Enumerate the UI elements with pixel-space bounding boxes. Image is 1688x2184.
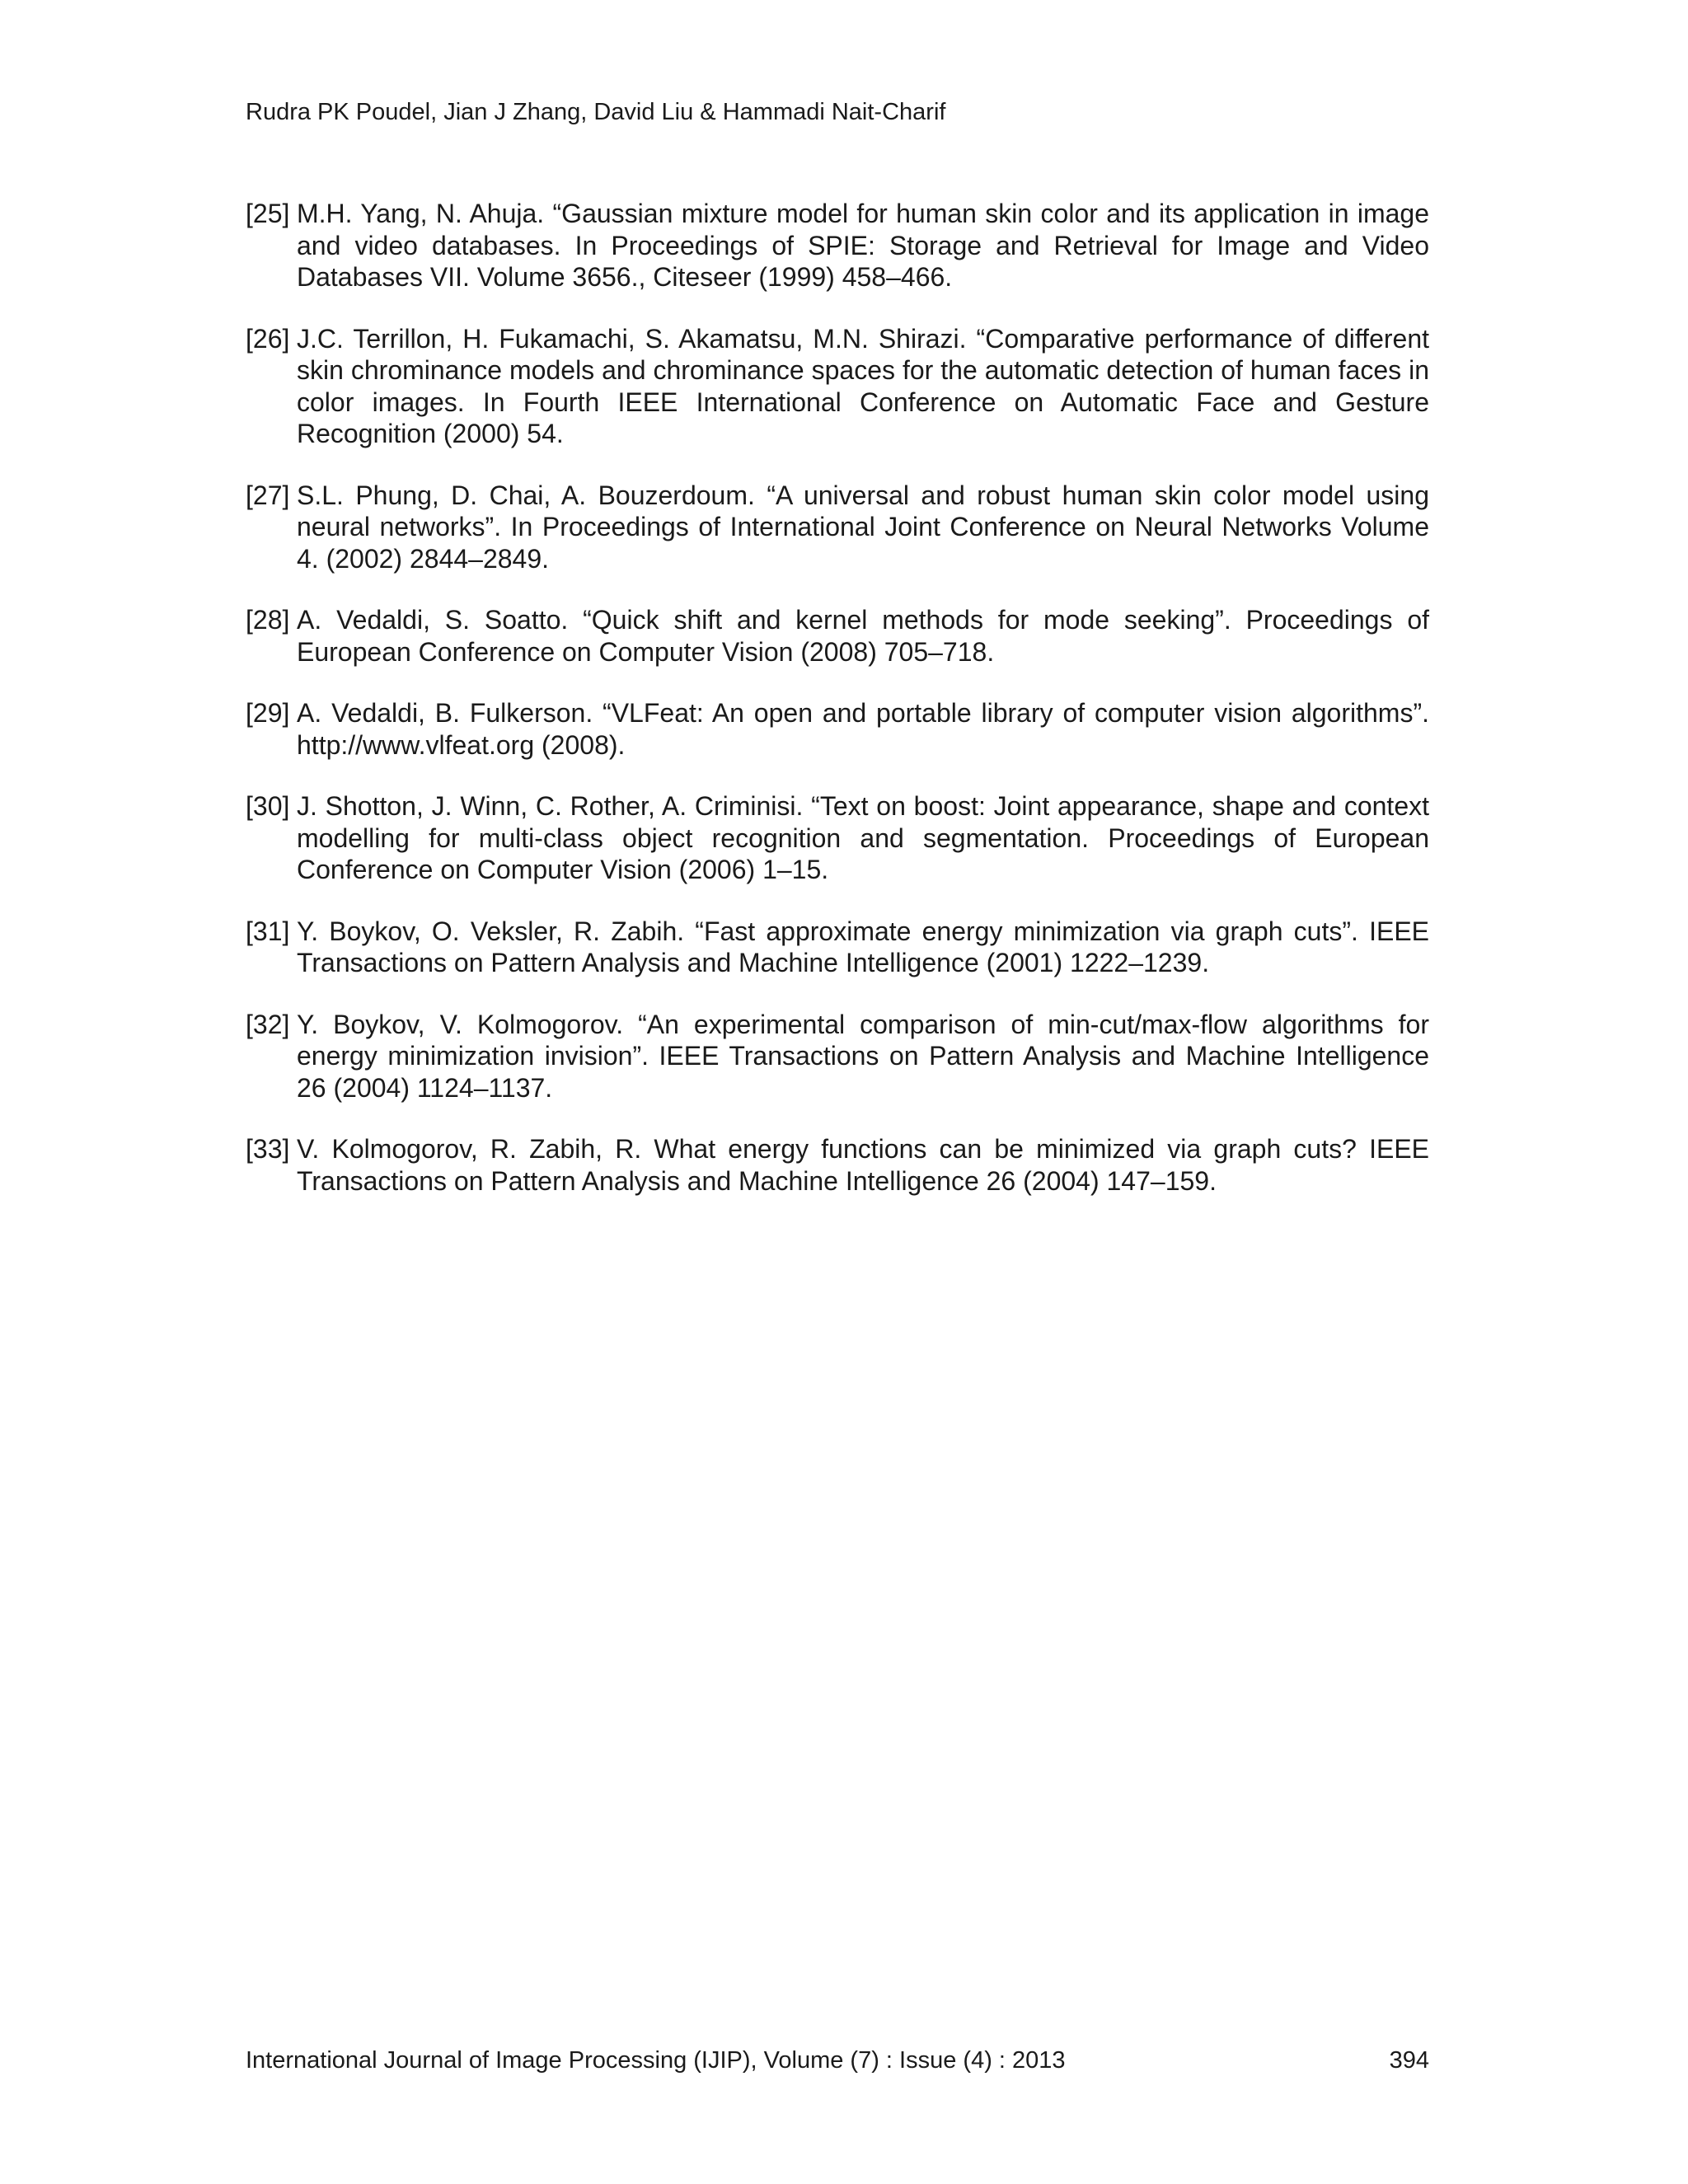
- reference-text: A. Vedaldi, S. Soatto. “Quick shift and kernel methods for mode seeking”. Proceedings of European Conference on Computer Vision (2008) 705–718.: [297, 605, 1429, 667]
- reference-number: [27]: [246, 480, 290, 510]
- running-head-authors: Rudra PK Poudel, Jian J Zhang, David Liu & Hammadi Nait-Charif: [246, 99, 946, 125]
- reference-text: V. Kolmogorov, R. Zabih, R. What energy functions can be minimized via graph cuts? IEEE Transactions on Pattern Analysis and Machine Intelligence 26 (2004) 147–159.: [297, 1134, 1429, 1196]
- reference-text: Y. Boykov, O. Veksler, R. Zabih. “Fast approximate energy minimization via graph cuts”. IEEE Transactions on Pattern Analysis and Machine Intelligence (2001) 1222–1239.: [297, 916, 1429, 977]
- reference-item-30: [246, 790, 1429, 886]
- reference-list: [246, 198, 1429, 1226]
- footer-journal-citation: International Journal of Image Processing (IJIP), Volume (7) : Issue (4) : 2013: [246, 2047, 1066, 2074]
- reference-number: [28]: [246, 605, 290, 635]
- reference-item-27: [246, 480, 1429, 575]
- reference-number: [31]: [246, 916, 290, 946]
- reference-number: [30]: [246, 791, 290, 821]
- reference-text: S.L. Phung, D. Chai, A. Bouzerdoum. “A universal and robust human skin color model using neural networks”. In Proceedings of International Joint Conference on Neural Networks Volume 4. (2002) 2844–2849.: [297, 480, 1429, 574]
- reference-item-28: [246, 604, 1429, 668]
- reference-text: Y. Boykov, V. Kolmogorov. “An experimental comparison of min-cut/max-flow algorithms for energy minimization invision”. IEEE Transactions on Pattern Analysis and Machine Intelligence 26 (2004) 1124–1137.: [297, 1009, 1429, 1103]
- reference-number: [25]: [246, 199, 290, 228]
- reference-text: J.C. Terrillon, H. Fukamachi, S. Akamatsu, M.N. Shirazi. “Comparative performance of different skin chrominance models and chrominance spaces for the automatic detection of human faces in color images. In Fourth IEEE International Conference on Automatic Face and Gesture Recognition (2000) 54.: [297, 323, 1429, 448]
- reference-item-32: [246, 1009, 1429, 1104]
- reference-item-26: [246, 323, 1429, 450]
- reference-number: [33]: [246, 1134, 290, 1164]
- reference-number: [32]: [246, 1009, 290, 1039]
- footer-page-number: 394: [1389, 2047, 1429, 2074]
- reference-text: M.H. Yang, N. Ahuja. “Gaussian mixture model for human skin color and its application in image and video databases. In Proceedings of SPIE: Storage and Retrieval for Image and Video Databases VII. Volume 3656., Citeseer (1999) 458–466.: [297, 199, 1429, 292]
- reference-item-33: [246, 1133, 1429, 1197]
- reference-text: J. Shotton, J. Winn, C. Rother, A. Criminisi. “Text on boost: Joint appearance, shape and context modelling for multi-class object recognition and segmentation. Proceedings of European Conference on Computer Vision (2006) 1–15.: [297, 791, 1429, 884]
- reference-text: A. Vedaldi, B. Fulkerson. “VLFeat: An open and portable library of computer vision algorithms”. http://www.vlfeat.org (2008).: [297, 698, 1429, 760]
- reference-number: [26]: [246, 323, 290, 354]
- reference-number: [29]: [246, 698, 290, 728]
- reference-item-25: [246, 198, 1429, 293]
- reference-item-31: [246, 916, 1429, 979]
- reference-item-29: [246, 697, 1429, 761]
